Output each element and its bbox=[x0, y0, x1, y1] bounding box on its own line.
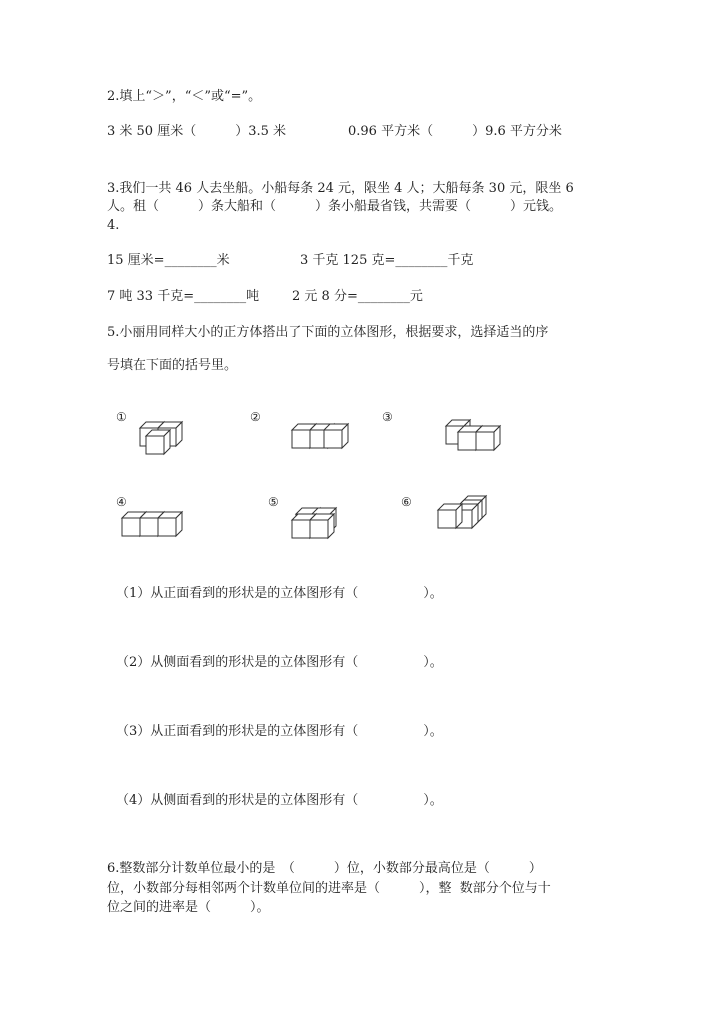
q6-line-3[interactable]: 位之间的进率是（ ）。 bbox=[107, 900, 270, 915]
q4-number: 4. bbox=[107, 218, 120, 233]
q3-line-1: 3.我们一共 46 人去坐船。小船每条 24 元，限坐 4 人；大船每条 30 元，限坐 6 bbox=[107, 181, 574, 196]
q2-compare-1[interactable]: 3 米 50 厘米（ ）3.5 米 bbox=[107, 124, 287, 139]
cube-figure-1-drawing bbox=[136, 418, 186, 458]
cube-figure-2-drawing bbox=[288, 422, 350, 454]
cube bbox=[146, 430, 170, 454]
q4-item-c[interactable]: 7 吨 33 千克=________吨 bbox=[107, 289, 260, 304]
figure-label-6: ⑥ bbox=[401, 495, 412, 509]
cube-figure-1 bbox=[136, 418, 186, 458]
q5-sub-4[interactable]: （4）从侧面看到的形状是的立体图形有（ ）。 bbox=[116, 793, 443, 808]
figure-label-3: ③ bbox=[382, 410, 393, 424]
q6-line-1[interactable]: 6.整数部分计数单位最小的是 （ ）位，小数部分最高位是（ ） bbox=[107, 861, 542, 876]
cube-figure-3-drawing bbox=[444, 418, 504, 454]
cube-figure-3 bbox=[444, 418, 504, 454]
cube-figure-6 bbox=[436, 496, 492, 536]
cube-figure-2 bbox=[288, 422, 350, 454]
q5-line-1: 5.小丽用同样大小的正方体搭出了下面的立体图形，根据要求，选择适当的序 bbox=[107, 325, 549, 340]
figure-label-1: ① bbox=[116, 410, 127, 424]
q4-item-a[interactable]: 15 厘米=________米 bbox=[107, 253, 230, 268]
q3-line-2[interactable]: 人。租（ ）条大船和（ ）条小船最省钱，共需要（ ）元钱。 bbox=[107, 199, 563, 214]
q5-sub-2[interactable]: （2）从侧面看到的形状是的立体图形有（ ）。 bbox=[116, 655, 443, 670]
figure-label-4: ④ bbox=[116, 495, 127, 509]
q5-line-2: 号填在下面的括号里。 bbox=[107, 358, 238, 373]
q5-sub-3[interactable]: （3）从正面看到的形状是的立体图形有（ ）。 bbox=[116, 724, 443, 739]
cube bbox=[476, 426, 500, 450]
q2-compare-2[interactable]: 0.96 平方米（ ）9.6 平方分米 bbox=[348, 124, 562, 139]
cube-figure-4-drawing bbox=[120, 508, 188, 540]
cube bbox=[324, 424, 348, 448]
cube bbox=[158, 512, 182, 536]
figure-label-2: ② bbox=[250, 410, 261, 424]
figure-label-5: ⑤ bbox=[268, 495, 279, 509]
q6-line-2[interactable]: 位，小数部分每相邻两个计数单位间的进率是（ ），整 数部分个位与十 bbox=[107, 881, 551, 896]
cube bbox=[310, 514, 334, 538]
cube-figure-6-drawing bbox=[436, 496, 492, 536]
cube-figure-5 bbox=[290, 506, 340, 542]
q4-item-b[interactable]: 3 千克 125 克=________千克 bbox=[300, 253, 474, 268]
q2-heading: 2.填上“＞”，“＜”或“=”。 bbox=[107, 89, 262, 104]
cube-figure-4 bbox=[120, 508, 188, 540]
q5-sub-1[interactable]: （1）从正面看到的形状是的立体图形有（ ）。 bbox=[116, 586, 443, 601]
cube bbox=[438, 504, 462, 528]
cube-figure-5-drawing bbox=[290, 506, 340, 542]
q4-item-d[interactable]: 2 元 8 分=________元 bbox=[292, 289, 423, 304]
